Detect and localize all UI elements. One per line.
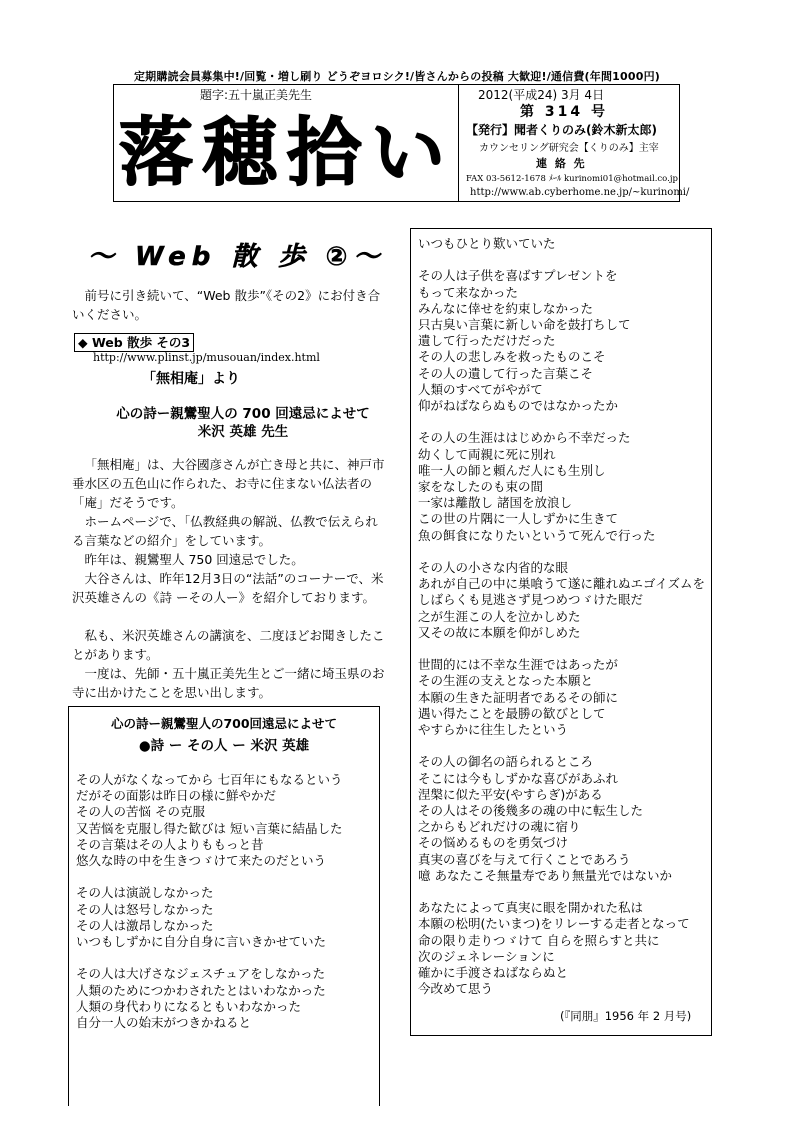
intro-text: 前号に引き続いて、“Web 散歩”《その2》にお付き合いください。 [72,288,381,322]
section-label: ◆ Web 散歩 その3 [74,333,194,352]
poem-text-right [418,236,708,1014]
poem-line: その人は怒号しなかった [76,901,214,917]
poem-line: 只古臭い言葉に新しい命を鼓打ちして [418,317,631,332]
calligraphy-title-logo [118,104,456,196]
poem-line: 又苦悩を克服し得た歓びは 短い言葉に結晶した [76,820,343,836]
poem-stanza [418,657,708,738]
poem-box-heading: 心の詩ー親鸞聖人の700回遠忌によせて [110,716,338,731]
poem-line: 一家は離散し 諸国を放浪し [418,495,572,511]
poem-line: その人がなくなってから 七百年にもなるという [76,772,343,787]
poem-line: 噫 あなたこそ無量寿であり無量光ではないか [418,867,672,883]
poem-source: (『同朋』1956 年 2 月号) [560,1009,692,1023]
poem-stanza [76,966,376,1031]
publisher: 【発行】聞者くりのみ(鈴木新太郎) [466,123,657,137]
paragraph: 私も、米沢英雄さんの講演を、二度ほどお聞きしたことがあります。 [72,628,385,662]
source-heading: 「無相庵」より [142,371,240,387]
website-url: http://www.ab.cyberhome.ne.jp/~kurinomi/ [470,187,690,198]
poem-line: その人は大げさなジェスチュアをしなかった [76,966,326,982]
poem-stanza [76,885,376,950]
poem-line: その人はその後幾多の魂の中に転生した [418,803,644,819]
paragraph: 昨年は、親鸞聖人 750 回遠忌でした。 [84,552,304,567]
poem-line: 人類のすべてがやがて [418,381,543,397]
poem-line: その人の悲しみを救ったものこそ [418,349,606,365]
issue-date: 2012(平成24) 3月 4日 [478,88,605,102]
poem-title: 心の詩ー親鸞聖人の 700 回遠忌によせて [116,406,370,422]
poem-line: その生涯の支えとなった本願と [418,673,594,689]
poem-line: その人の遺して行った言葉こそ [418,365,594,381]
calligraphy-caption: 題字:五十嵐正美先生 [200,88,313,102]
poem-line: みんなに倖せを約束しなかった [418,300,594,316]
poem-line: 人類の身代わりになるともいわなかった [76,998,302,1014]
poem-line: 人類のためにつかわされたとはいわなかった [76,982,326,998]
poem-line: やすらかに往生したという [418,722,569,738]
poem-stanza [418,236,708,252]
poem-line: 次のジェネレーションに [418,948,555,964]
poem-line: 世間的には不幸な生涯ではあったが [418,657,618,673]
poem-line: その人は子供を喜ばすプレゼントを [418,268,618,284]
poem-stanza [418,430,708,543]
poem-line: 遇い得たことを最勝の歓びとして [418,705,606,721]
poem-line: 魚の餌食になりたいというて死んで行った [418,527,656,543]
poem-stanza [418,754,708,884]
article-body [72,455,390,702]
poem-line: この世の片隅に一人しずかに生きて [418,511,619,527]
svg-text:落穂拾い: 落穂拾い [119,110,455,196]
poem-line: その人は激昂しなかった [76,917,214,933]
poem-line: 自分一人の始末がつきかねると [76,1015,252,1031]
issue-number: 第 314 号 [520,104,608,120]
poem-line: 遺して行っただけだった [418,333,556,349]
poem-line: いつもしずかに自分自身に言いきかせていた [76,934,327,950]
paragraph: ホームページで、「仏教経典の解説、仏教で伝えられる言葉などの紹介」をしています。 [72,514,378,548]
poem-line: その人は演説しなかった [76,885,214,901]
poem-line: 命の限り走りつゞけて 自らを照らすと共に [418,932,660,948]
poem-text-left [76,772,376,1047]
poem-line: いつもひとり歎いていた [418,236,556,251]
section-url: http://www.plinst.jp/musouan/index.html [93,351,320,364]
poem-line: その人の苦悩 その克服 [76,804,205,820]
intro-paragraph [72,286,390,324]
poem-line: その言葉はその人よりももっと昔 [76,836,264,852]
poem-stanza [418,900,708,997]
subscription-notice: 定期購読会員募集中!/回覧・増し刷り どうぞヨロシク!/皆さんからの投稿 大歓迎!/通信費(年間1000円) [133,70,660,83]
masthead-divider [458,84,459,202]
paragraph: 一度は、先師・五十嵐正美先生とご一緒に埼玉県のお寺に出かけたことを思い出します。 [72,666,385,700]
poem-line: そこには今もしずかな喜びがあふれ [418,770,619,786]
poem-stanza [418,560,708,641]
poem-line: 之が生涯この人を泣かしめた [418,608,581,624]
poem-line: しばらくも見逃さず見つめつゞけた眼だ [418,592,644,608]
fax-email: FAX 03-5612-1678 ﾒｰﾙ kurinomi01@hotmail.co.jp [466,174,678,184]
poem-line: 今改めて思う [418,981,494,997]
poem-author: 米沢 英雄 先生 [197,424,289,440]
poem-line: あなたによって真実に眼を開かれた私は [418,900,644,916]
poem-line: 幼くして両親に死に別れ [418,446,556,462]
poem-line: 之からもどれだけの魂に宿り [418,819,581,835]
poem-line: 唯一人の師と頼んだ人にも生別し [418,462,606,478]
poem-line: 仰がねばならぬものではなかったか [418,398,619,414]
paragraph-spacer [72,607,390,626]
paragraph: 大谷さんは、昨年12月3日の“法話”のコーナーで、米沢英雄さんの《詩 ーその人ー》を紹介しております。 [72,571,384,605]
poem-line: 本願の生きた証明者であるその師に [418,689,619,705]
poem-line: その悩めるものを勇気づけ [418,835,569,851]
paragraph: 「無相庵」は、大谷國彦さんが亡き母と共に、神戸市垂水区の五色山に作られた、お寺に住まない仏法者の「庵」だそうです。 [72,457,385,510]
poem-line: その人の生涯ははじめから不幸だった [418,430,631,446]
poem-line: 本願の松明(たいまつ)をリレーする走者となって [418,916,690,932]
contact-label: 連 絡 先 [536,157,587,170]
poem-stanza [418,268,708,414]
poem-line: あれが自己の中に巣喰うて遂に離れぬエゴイズムを [418,576,706,592]
poem-line: 真実の喜びを与えて行くことであろう [418,851,631,867]
organization: カウンセリング研究会【くりのみ】主宰 [479,143,659,154]
article-title: ～ Web 散 歩 ②～ [88,242,386,272]
poem-line: 悠久な時の中を生きつゞけて来たのだという [76,853,327,869]
poem-stanza [76,772,376,869]
poem-line: もって来なかった [418,284,519,300]
poem-line: 又その故に本願を仰がしめた [418,624,581,640]
poem-line: だがその面影は昨日の様に鮮やかだ [76,788,277,804]
poem-line: 確かに手渡さねばならぬと [418,965,569,981]
poem-line: その人の小さな内省的な眼 [418,560,569,576]
poem-box-title: ●詩 ー その人 ー 米沢 英雄 [138,738,310,754]
poem-line: 家をなしたのも束の間 [418,479,544,495]
poem-line: 涅槃に似た平安(やすらぎ)がある [418,786,603,802]
poem-line: その人の御名の語られるところ [418,754,594,770]
